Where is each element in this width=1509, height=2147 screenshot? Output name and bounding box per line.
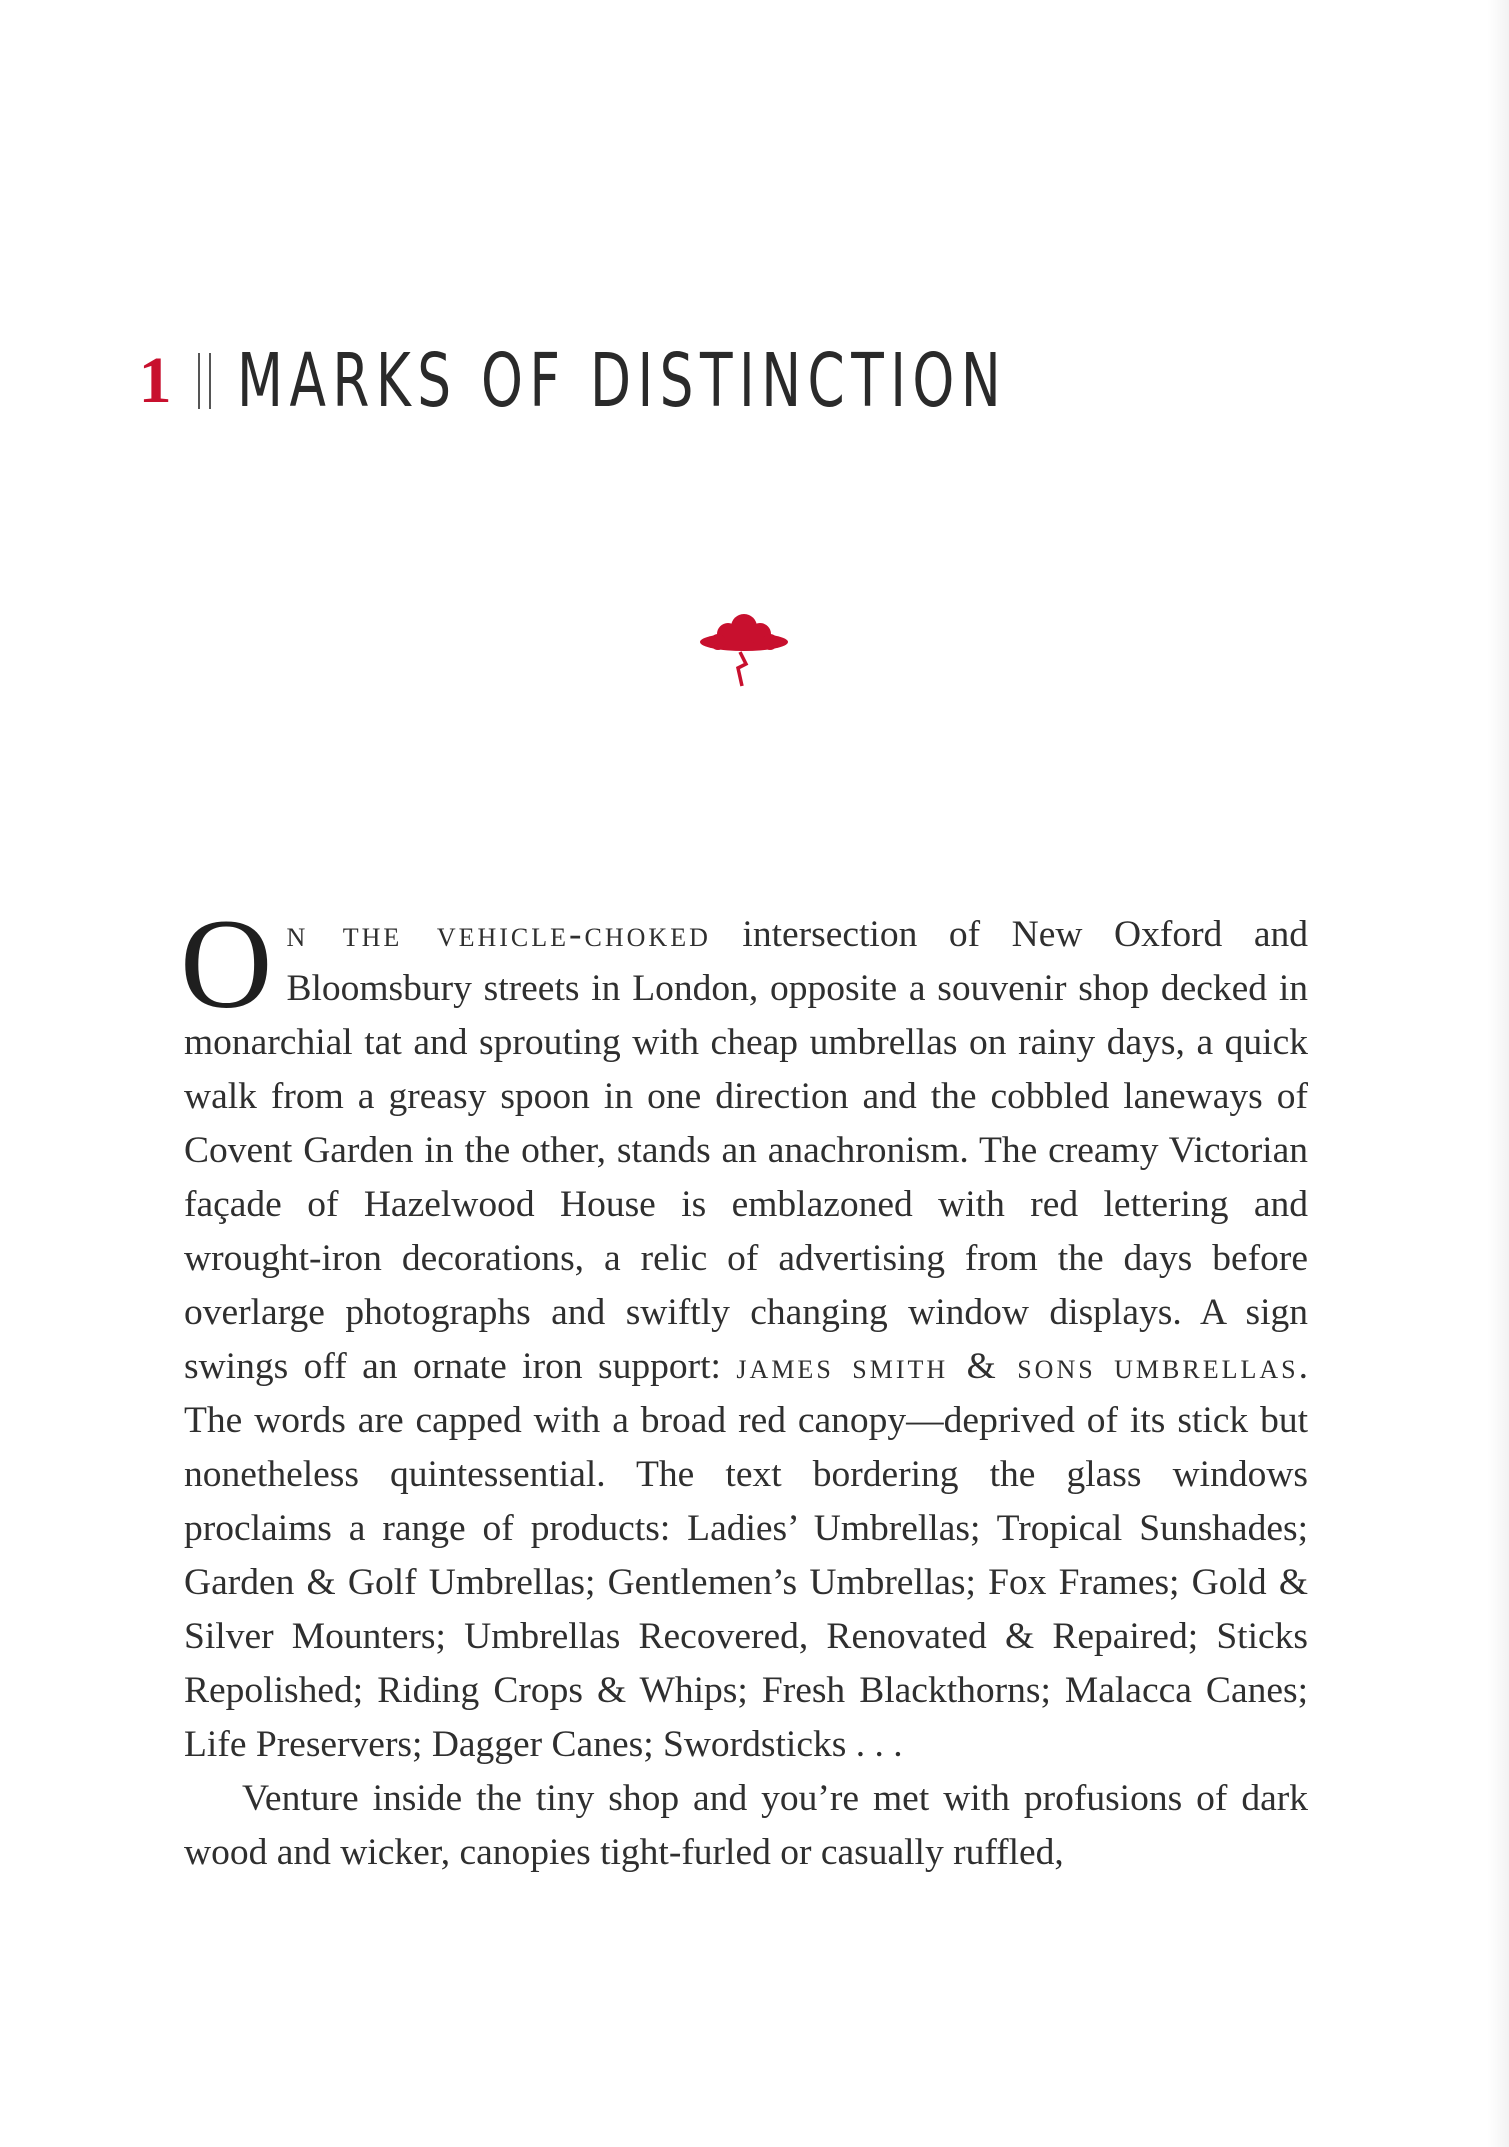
chapter-heading (0, 338, 1509, 424)
drop-cap: O (180, 893, 273, 1035)
page-edge-shadow (1487, 0, 1509, 2147)
shop-sign-text: james smith & sons umbrellas (736, 1346, 1299, 1387)
lead-in-small-caps: n the vehicle-choked (286, 914, 711, 955)
storm-cloud-icon (698, 612, 790, 692)
chapter-title: MARKS OF DISTINCTION (236, 338, 1007, 424)
paragraph-1 (180, 893, 1308, 1772)
paragraph-2 (184, 1772, 1308, 1880)
chapter-separator (198, 353, 211, 409)
body-text (180, 893, 1308, 1880)
chapter-number: 1 (138, 344, 172, 417)
paragraph-1-text-b: . The words are capped with a broad red canopy—deprived of its stick but nonetheless quintessential. The text bordering the glass windows proclaims a range of products: Ladies’ Umbrellas; Tropical Sunshades; Garden & Golf Umbrellas; Gentlemen’s Umbrellas; Fox Frames; Gold & Silver Mounters; Umbrellas Recovered, Renovated & Repaired; Sticks Repolished; Riding Crops & Whips; Fresh Blackthorns; Malacca Canes; Life Preservers; Dagger Canes; Swordsticks . . . (184, 1346, 1308, 1765)
paragraph-1-text-a: intersection of New Oxford and Bloomsbury streets in London, opposite a souvenir shop decked in monarchial tat and sprouting with cheap umbrellas on rainy days, a quick walk from a greasy spoon in one direction and the cobbled laneways of Covent Garden in the other, stands an anachronism. The creamy Victorian façade of Hazelwood House is emblazoned with red lettering and wrought-iron decorations, a relic of advertising from the days before overlarge photographs and swiftly changing window displays. A sign swings off an ornate iron support: (184, 914, 1308, 1387)
paragraph-2-text: Venture inside the tiny shop and you’re met with profusions of dark wood and wicker, canopies tight-furled or casually ruffled, (184, 1778, 1308, 1873)
